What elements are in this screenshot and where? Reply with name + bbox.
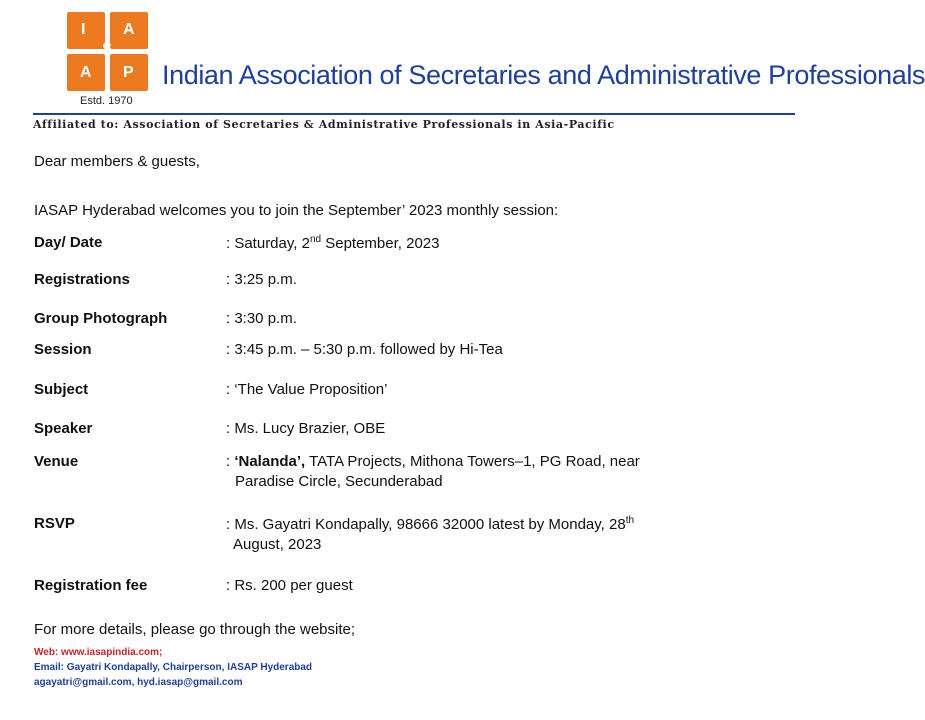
group-photo-value: : 3:30 p.m.: [226, 310, 297, 327]
subject-label: Subject: [34, 381, 89, 398]
fee-label: Registration fee: [34, 577, 148, 594]
logo-letter: A: [123, 21, 135, 38]
footer-email-line1: Email: Gayatri Kondapally, Chairperson, IASAP Hyderabad: [34, 662, 313, 673]
speaker-value: : Ms. Lucy Brazier, OBE: [226, 420, 386, 437]
session-label: Session: [34, 341, 92, 358]
intro-text: IASAP Hyderabad welcomes you to join the September’ 2023 monthly session:: [34, 202, 559, 219]
subject-value: : ‘The Value Proposition’: [226, 381, 388, 398]
venue-label: Venue: [34, 453, 79, 470]
greeting: Dear members & guests,: [34, 153, 200, 170]
logo-letter: A: [80, 64, 92, 81]
header-divider: [33, 113, 795, 115]
registrations-label: Registrations: [34, 271, 130, 288]
registrations-value: : 3:25 p.m.: [226, 271, 297, 288]
day-date-label: Day/ Date: [34, 234, 103, 251]
venue-value-line2: Paradise Circle, Secunderabad: [235, 473, 443, 490]
speaker-label: Speaker: [34, 420, 93, 437]
footer-email-line2[interactable]: agayatri@gmail.com, hyd.iasap@gmail.com: [34, 677, 243, 688]
established-year: Estd. 1970: [80, 95, 133, 107]
day-date-value: : Saturday, 2nd September, 2023: [226, 234, 440, 252]
logo-tile: [110, 12, 148, 49]
iasap-logo: [67, 12, 149, 92]
session-value: : 3:45 p.m. – 5:30 p.m. followed by Hi-Tea: [226, 341, 503, 358]
organization-name: Indian Association of Secretaries and Administrative Professionals: [162, 60, 925, 90]
more-details-text: For more details, please go through the website;: [34, 621, 356, 638]
logo-tile: [67, 54, 105, 91]
group-photo-label: Group Photograph: [34, 310, 168, 327]
affiliation-line: Affiliated to: Association of Secretaries & Administrative Professionals in Asia-Pacific: [33, 118, 615, 131]
fee-value: : Rs. 200 per guest: [226, 577, 353, 594]
footer-web[interactable]: Web: www.iasapindia.com;: [34, 647, 163, 658]
venue-value-line1: : ‘Nalanda’, TATA Projects, Mithona Towers–1, PG Road, near: [226, 453, 640, 470]
logo-tile: [110, 54, 148, 91]
rsvp-value-line1: : Ms. Gayatri Kondapally, 98666 32000 latest by Monday, 28th: [226, 515, 635, 533]
logo-letter-center: S: [102, 40, 113, 57]
logo-letter: I: [81, 21, 86, 38]
logo-tile: [67, 12, 105, 49]
rsvp-label: RSVP: [34, 515, 75, 532]
rsvp-value-line2: August, 2023: [233, 536, 322, 553]
logo-letter: P: [123, 64, 134, 81]
